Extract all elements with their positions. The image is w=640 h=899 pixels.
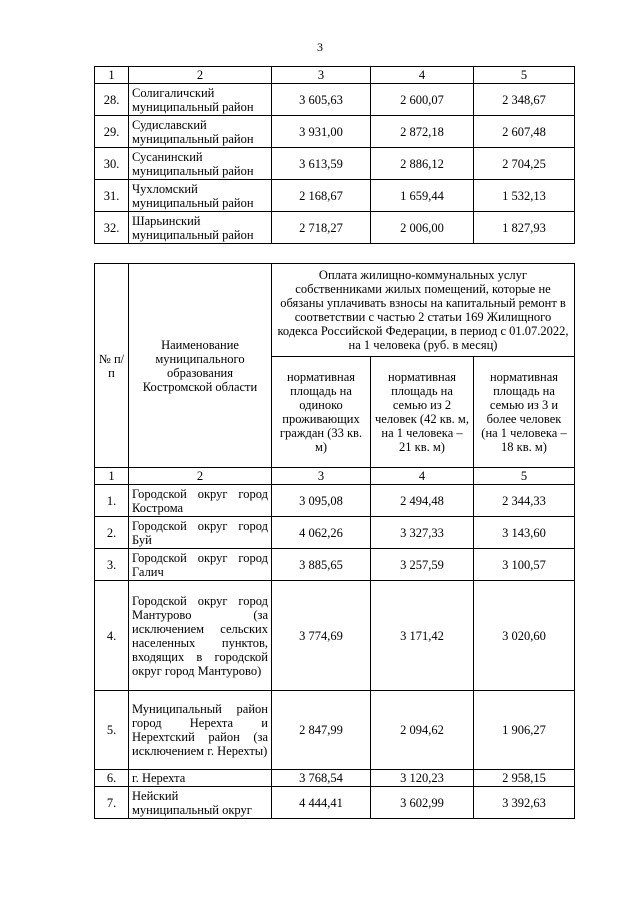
header-number: № п/п [95, 264, 129, 468]
value-33sqm: 3 931,00 [272, 116, 371, 148]
value-42sqm: 3 257,59 [371, 549, 474, 581]
value-18sqm: 1 532,13 [474, 180, 575, 212]
value-42sqm: 2 494,48 [371, 485, 474, 517]
table-row [95, 517, 575, 549]
column-number: 2 [129, 468, 272, 485]
header-row [95, 264, 575, 357]
value-18sqm: 3 392,63 [474, 787, 575, 819]
municipality-name: г. Нерехта [129, 770, 272, 787]
table-row [95, 581, 575, 691]
value-33sqm: 3 613,59 [272, 148, 371, 180]
header-42sqm: нормативная площадь на семью из 2 человек (42 кв. м, на 1 человека – 21 кв. м) [371, 357, 474, 468]
row-number: 30. [95, 148, 129, 180]
row-number: 6. [95, 770, 129, 787]
table-row [95, 180, 575, 212]
value-42sqm: 2 006,00 [371, 212, 474, 244]
value-18sqm: 2 344,33 [474, 485, 575, 517]
header-18sqm: нормативная площадь на семью из 3 и более человек (на 1 человека – 18 кв. м) [474, 357, 575, 468]
value-18sqm: 1 827,93 [474, 212, 575, 244]
table-row [95, 212, 575, 244]
value-42sqm: 2 600,07 [371, 84, 474, 116]
value-18sqm: 2 704,25 [474, 148, 575, 180]
row-number: 1. [95, 485, 129, 517]
value-33sqm: 3 885,65 [272, 549, 371, 581]
column-number: 3 [272, 468, 371, 485]
header-group: Оплата жилищно-коммунальных услуг собственниками жилых помещений, которые не обязаны уплачивать взносы на капитальный ремонт в соответствии с частью 2 статьи 169 Жилищного кодекса Российской Федерации, в период с 01.07.2022, на 1 человека (руб. в месяц) [272, 264, 575, 357]
value-18sqm: 2 348,67 [474, 84, 575, 116]
value-18sqm: 2 607,48 [474, 116, 575, 148]
value-33sqm: 3 774,69 [272, 581, 371, 691]
municipality-name: Нейский муниципальный округ [129, 787, 272, 819]
value-42sqm: 3 602,99 [371, 787, 474, 819]
column-number: 4 [371, 67, 474, 84]
value-42sqm: 2 872,18 [371, 116, 474, 148]
value-42sqm: 3 327,33 [371, 517, 474, 549]
municipality-name: Чухломский муниципальный район [129, 180, 272, 212]
row-number: 7. [95, 787, 129, 819]
municipality-name: Солигаличский муниципальный район [129, 84, 272, 116]
table-row [95, 148, 575, 180]
value-18sqm: 1 906,27 [474, 691, 575, 770]
table-row [95, 549, 575, 581]
column-number: 1 [95, 468, 129, 485]
value-33sqm: 4 062,26 [272, 517, 371, 549]
column-number: 2 [129, 67, 272, 84]
value-18sqm: 3 143,60 [474, 517, 575, 549]
row-number: 29. [95, 116, 129, 148]
value-18sqm: 3 020,60 [474, 581, 575, 691]
value-33sqm: 2 168,67 [272, 180, 371, 212]
row-number: 31. [95, 180, 129, 212]
row-number: 4. [95, 581, 129, 691]
table-row [95, 787, 575, 819]
value-33sqm: 3 768,54 [272, 770, 371, 787]
row-number: 28. [95, 84, 129, 116]
municipality-name: Судиславский муниципальный район [129, 116, 272, 148]
value-33sqm: 3 095,08 [272, 485, 371, 517]
row-number: 5. [95, 691, 129, 770]
municipality-name: Муниципальный район город Нерехта и Нерехтский район (за исключением г. Нерехты) [129, 691, 272, 770]
column-number: 4 [371, 468, 474, 485]
header-municipality: Наименование муниципального образования Костромской области [129, 264, 272, 468]
continuation-table [94, 66, 575, 244]
column-number: 3 [272, 67, 371, 84]
value-33sqm: 4 444,41 [272, 787, 371, 819]
column-number: 5 [474, 67, 575, 84]
municipality-name: Городской округ город Галич [129, 549, 272, 581]
municipality-name: Городской округ город Буй [129, 517, 272, 549]
column-number-row [95, 67, 575, 84]
value-42sqm: 1 659,44 [371, 180, 474, 212]
column-number-row [95, 468, 575, 485]
value-18sqm: 3 100,57 [474, 549, 575, 581]
table-row [95, 116, 575, 148]
municipality-name: Сусанинский муниципальный район [129, 148, 272, 180]
value-33sqm: 2 718,27 [272, 212, 371, 244]
value-18sqm: 2 958,15 [474, 770, 575, 787]
municipality-name: Шарьинский муниципальный район [129, 212, 272, 244]
page-number: 3 [317, 40, 323, 54]
municipality-name: Городской округ город Мантурово (за исключением сельских населенных пунктов, входящих в городской округ город Мантурово) [129, 581, 272, 691]
value-33sqm: 3 605,63 [272, 84, 371, 116]
column-number: 5 [474, 468, 575, 485]
value-42sqm: 3 120,23 [371, 770, 474, 787]
table-row [95, 691, 575, 770]
header-33sqm: нормативная площадь на одиноко проживающих граждан (33 кв. м) [272, 357, 371, 468]
value-42sqm: 3 171,42 [371, 581, 474, 691]
column-number: 1 [95, 67, 129, 84]
value-42sqm: 2 886,12 [371, 148, 474, 180]
table-row [95, 84, 575, 116]
value-33sqm: 2 847,99 [272, 691, 371, 770]
value-42sqm: 2 094,62 [371, 691, 474, 770]
tariff-table [94, 263, 575, 819]
row-number: 3. [95, 549, 129, 581]
table-row [95, 485, 575, 517]
row-number: 2. [95, 517, 129, 549]
table-row [95, 770, 575, 787]
municipality-name: Городской округ город Кострома [129, 485, 272, 517]
row-number: 32. [95, 212, 129, 244]
